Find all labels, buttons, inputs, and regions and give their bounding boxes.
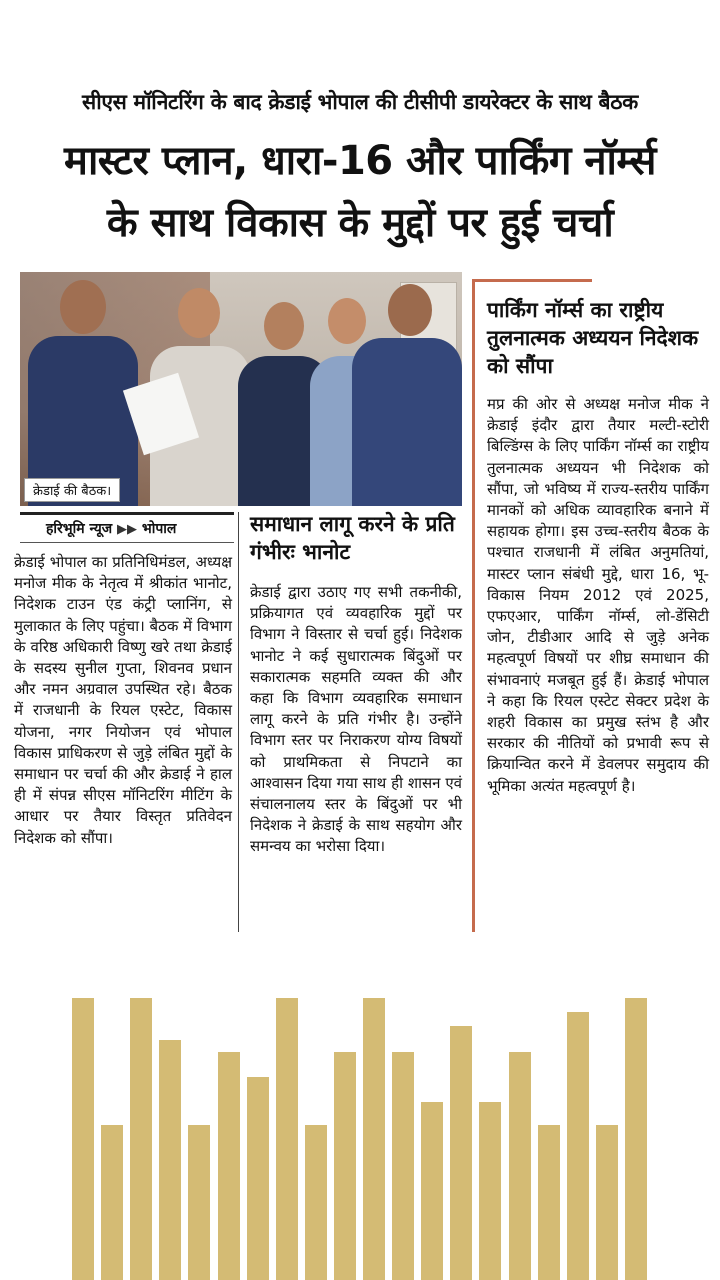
decorative-bar — [305, 1125, 327, 1280]
decorative-bar — [625, 998, 647, 1280]
decorative-bars — [0, 995, 720, 1280]
decorative-bar — [363, 998, 385, 1280]
kicker-headline: सीएस मॉनिटरिंग के बाद क्रेडाई भोपाल की टीसीपी डायरेक्टर के साथ बैठक — [82, 90, 638, 114]
decorative-bar — [188, 1125, 210, 1280]
article-column-2: क्रेडाई द्वारा उठाए गए सभी तकनीकी, प्रक्रियागत एवं व्यवहारिक मुद्दों पर विभाग ने विस्तार से चर्चा हुई। निदेशक भानोट ने कई सुधारात्मक बिंदुओं पर सकारात्मक सहमति व्यक्त की और कहा कि विभाग व्यवहारिक समाधान लागू करने के प्रति गंभीर है। उन्होंने विभाग स्तर पर निराकरण योग्य विषयों को प्राथमिकता से निपटाने का आश्वासन दिया गया साथ ही शासन एवं संचालनालय स्तर के बिंदुओं पर भी निदेशक ने क्रेडाई के साथ सहयोग और समन्वय का भरोसा दिया। — [250, 583, 462, 856]
photo-person-5 — [352, 272, 462, 506]
news-photo — [20, 272, 462, 506]
decorative-bar — [159, 1040, 181, 1280]
subheading-column-2: समाधान लागू करने के प्रति गंभीरः भानोट — [250, 512, 455, 564]
photo-person-1 — [28, 272, 138, 506]
byline — [20, 512, 234, 543]
column-divider — [238, 512, 239, 932]
sidebar-heading: पार्किंग नॉर्म्स का राष्ट्रीय तुलनात्मक अध्ययन निदेशक को सौंपा — [487, 298, 699, 378]
decorative-bar — [421, 1102, 443, 1280]
article-column-1: क्रेडाई भोपाल का प्रतिनिधिमंडल, अध्यक्ष मनोज मीक के नेतृत्व में श्रीकांत भानोट, निदेशक टाउन एंड कंट्री प्लानिंग, से मुलाकात के लिए पहुंचा। बैठक में विभाग के वरिष्ठ अधिकारी विष्णु खरे तथा क्रेडाई के सदस्य सुनील गुप्ता, शिवनव प्रधान और नमन अग्रवाल उपस्थित रहे। बैठक में राजधानी के रियल एस्टेट, विकास योजना, नगर नियोजन एवं भोपाल विकास प्राधिकरण से जुड़े लंबित मुद्दों के समाधान पर चर्चा की और क्रेडाई ने हाल ही में संपन्न सीएस मॉनिटरिंग मीटिंग के आधार पर तैयार विस्तृत प्रतिवेदन निदेशक को सौंपा। — [14, 553, 232, 847]
decorative-bar — [509, 1052, 531, 1280]
decorative-bar — [450, 1026, 472, 1280]
decorative-bar — [567, 1012, 589, 1280]
decorative-bar — [596, 1125, 618, 1280]
sidebar-accent-bar — [472, 279, 592, 282]
sidebar-box — [472, 282, 711, 932]
decorative-bar — [101, 1125, 123, 1280]
decorative-bar — [72, 998, 94, 1280]
headline-line-2: के साथ विकास के मुद्दों पर हुई चर्चा — [106, 200, 614, 246]
main-headline — [10, 130, 710, 254]
double-arrow-icon: ▶▶ — [117, 522, 138, 537]
decorative-bar — [130, 998, 152, 1280]
byline-source: हरिभूमि न्यूज — [46, 521, 113, 537]
headline-line-1: मास्टर प्लान, धारा-16 और पार्किंग नॉर्म्स — [64, 138, 656, 184]
photo-caption: क्रेडाई की बैठक। — [24, 478, 120, 502]
decorative-bar — [334, 1052, 356, 1280]
decorative-bar — [479, 1102, 501, 1280]
decorative-bar — [276, 998, 298, 1280]
byline-city: भोपाल — [141, 521, 177, 537]
sidebar-text: मप्र की ओर से अध्यक्ष मनोज मीक ने क्रेडाई इंदौर द्वारा तैयार मल्टी-स्टोरी बिल्डिंग्स के लिए पार्किंग नॉर्म्स का राष्ट्रीय तुलनात्मक अध्ययन भी निदेशक को सौंपा, जो भविष्य में राज्य-स्तरीय पार्किंग मानकों को अधिक व्यावहारिक बनाने में सहायक होगा। इस उच्च-स्तरीय बैठक के पश्चात राजधानी में लंबित अनुमतियां, मास्टर प्लान संबंधी मुद्दे, धारा 16, भू-विकास नियम 2012 एवं 2025, एफएआर, पार्किंग नॉर्म्स, लो-डेंसिटी जोन, टीडीआर आदि से जुड़े अनेक महत्वपूर्ण विषयों पर शीघ्र समाधान की संभावनाएं मजबूत हुई हैं। क्रेडाई भोपाल ने कहा कि रियल एस्टेट सेक्टर प्रदेश के शहरी विकास का प्रमुख स्तंभ है और सरकार की नीतियों को प्रभावी रूप से क्रियान्वित करने में डेवलपर समुदाय की भूमिका अत्यंत महत्वपूर्ण है। — [487, 395, 709, 795]
decorative-bar — [247, 1077, 269, 1280]
decorative-bar — [392, 1052, 414, 1280]
decorative-bar — [538, 1125, 560, 1280]
decorative-bar — [218, 1052, 240, 1280]
